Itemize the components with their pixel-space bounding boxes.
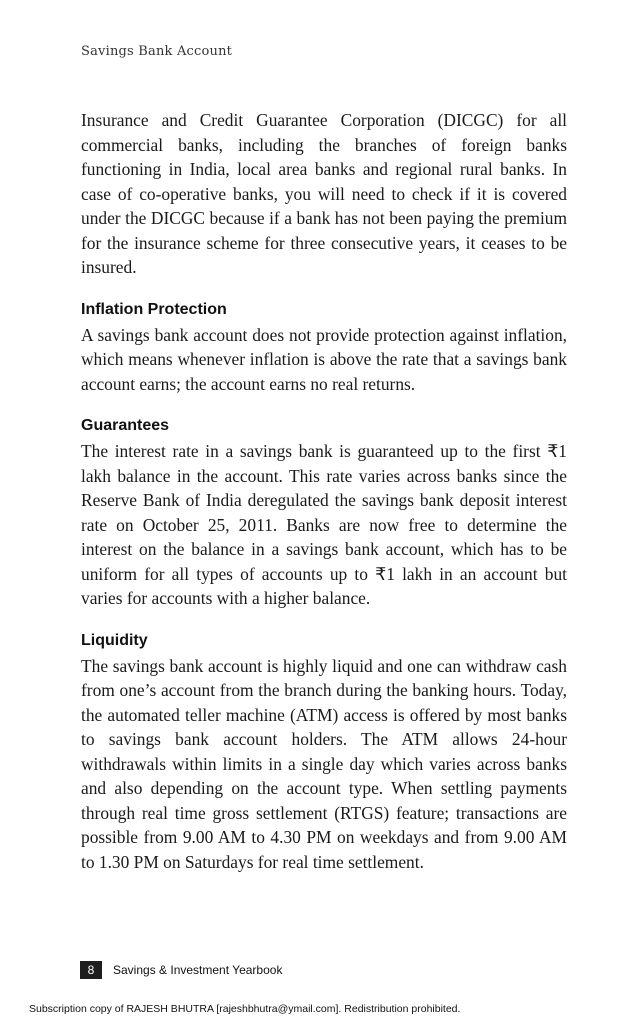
section-heading-guarantees: Guarantees [81, 417, 170, 434]
section-heading-liquidity: Liquidity [81, 631, 148, 649]
subscription-notice: Subscription copy of RAJESH BHUTRA [rajeshbhutra@ymail.com]. Redistribution prohibited. [29, 1003, 461, 1015]
section-heading-inflation-protection: Inflation Protection [81, 300, 227, 318]
intro-paragraph: Insurance and Credit Guarantee Corporation (DICGC) for all commercial banks, including the branches of foreign banks functioning in India, local area banks and regional rural banks. In case of co-operative banks, you will need to check if it is covered under the DICGC because if a bank has not been paying the premium for the insurance scheme for three consecutive years, it ceases to be insured. [81, 110, 567, 277]
running-header: Savings Bank Account [81, 44, 233, 59]
page-content [81, 108, 567, 874]
section-text-inflation-protection: A savings bank account does not provide protection against inflation, which means whenever inflation is above the rate that a savings bank account earns; the account earns no real returns. [81, 324, 567, 394]
section-text-guarantees: The interest rate in a savings bank is guaranteed up to the first ₹1 lakh balance in the account. This rate varies across banks since the Reserve Bank of India deregulated the savings bank deposit interest rate on October 25, 2011. Banks are now free to determine the interest on the balance in a savings bank account, which has to be uniform for all types of accounts up to ₹1 lakh in an account but varies for accounts with a higher balance. [81, 441, 567, 608]
page-number: 8 [80, 961, 102, 979]
section-text-liquidity: The savings bank account is highly liquid and one can withdraw cash from one’s account from the branch during the banking hours. Today, the automated teller machine (ATM) access is offered by most banks to savings bank account holders. The ATM allows 24-hour withdrawals within limits in a single day which varies across banks and also depending on the account type. When settling payments through real time gross settlement (RTGS) feature; transactions are possible from 9.00 AM to 4.30 PM on weekdays and from 9.00 AM to 1.30 PM on Saturdays for real time settlement. [81, 655, 567, 872]
publication-title: Savings & Investment Yearbook [113, 963, 283, 977]
page-footer [80, 961, 282, 979]
